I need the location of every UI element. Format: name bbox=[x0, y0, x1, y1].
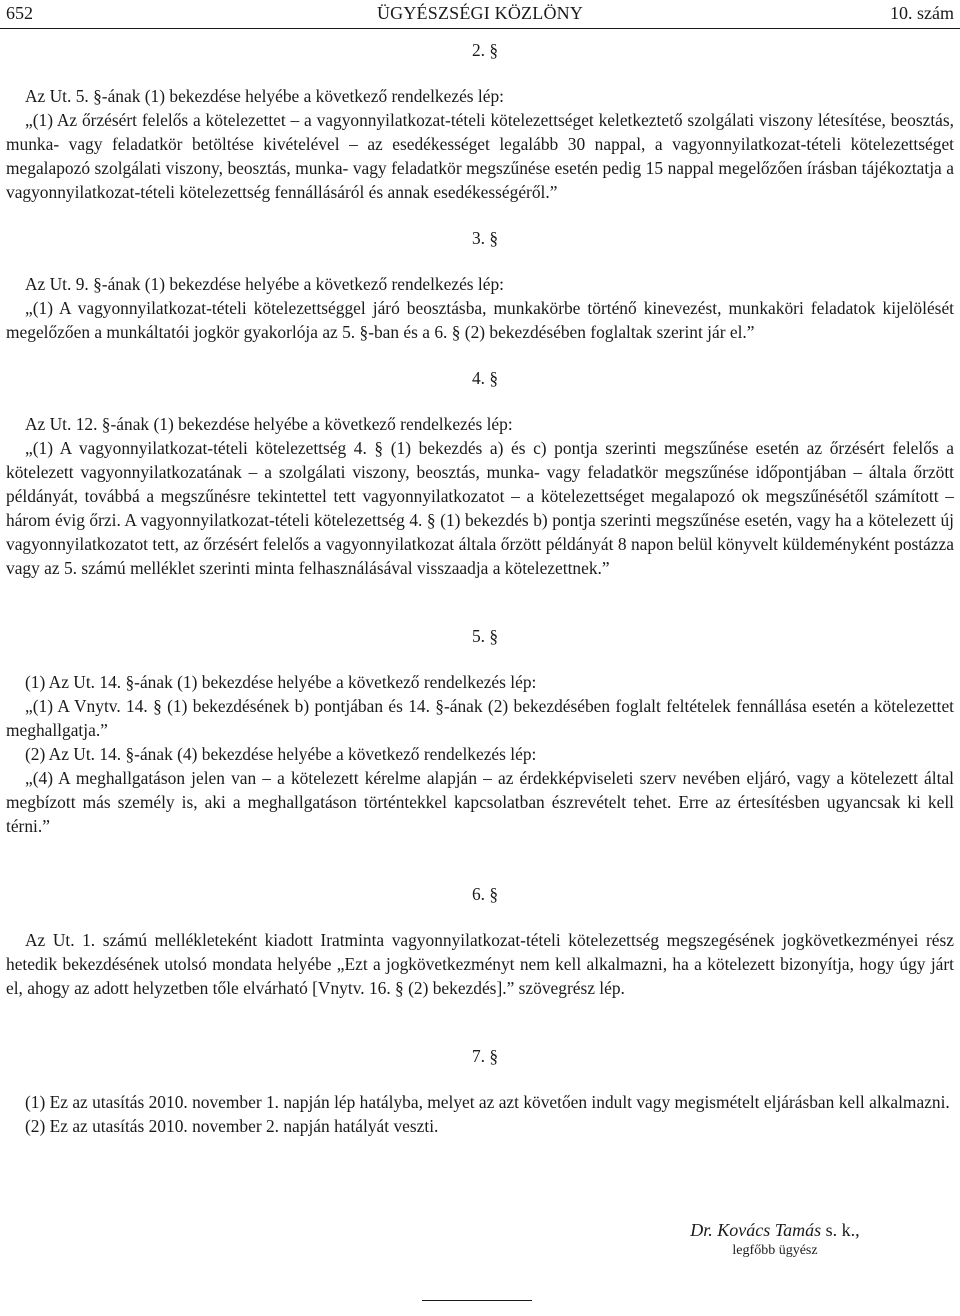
signature-block bbox=[640, 1218, 910, 1260]
signatory-name: Dr. Kovács Tamás bbox=[690, 1220, 822, 1240]
page-number: 652 bbox=[6, 3, 33, 23]
page-header bbox=[0, 0, 960, 28]
section-2-intro: Az Ut. 5. §-ának (1) bekezdése helyébe a következő rendelkezés lép: bbox=[25, 86, 504, 106]
document-body bbox=[6, 38, 954, 1138]
section-heading-4: 4. § bbox=[471, 368, 499, 388]
section-4-text: „(1) A vagyonnyilatkozat-tételi kötelezettség 4. § (1) bekezdés a) és c) pontja szerinti megszűnése esetén az őrzésért felelős a kötelezett vagyonnyilatkozatának – a szolgálati viszony, beosztás, munka- vagy feladatkör megszűnése időpontjában – általa őrzött példányát, továbbá a megszűnésre tekintettel tett vagyonnyilatkozatot – a kötelezettséget megalapozó ok megszűnésétől számított – három évig őrzi. A vagyonnyilatkozat-tételi kötelezettség 4. § (1) bekezdés b) pontja szerinti megszűnése esetén, vagy ha a kötelezett új vagyonnyilatkozatot tett, az őrzésért felelős a vagyonnyilatkozat általa őrzött példányát 8 napon belül könyvelt küldeményként postázza vagy az 5. számú melléklet szerinti minta felhasználásával visszaadja a kötelezettnek.” bbox=[6, 438, 954, 578]
section-heading-3: 3. § bbox=[471, 228, 499, 248]
section-2-text: „(1) Az őrzésért felelős a kötelezettet – a vagyonnyilatkozat-tételi kötelezettséget keletkeztető szolgálati viszony létesítése, beosztás, munka- vagy feladatkör betöltése kivételével – az esedékességet legalább 30 nappal, a vagyonnyilatkozat-tételi kötelezettséget megalapozó szolgálati viszony, beosztás, munka- vagy feladatkör megszűnése esetén pedig 15 nappal megelőzően írásban tájékoztatja a vagyonnyilatkozat-tételi kötelezettség fennállásáról és annak esedékességéről.” bbox=[6, 110, 954, 202]
section-4-intro: Az Ut. 12. §-ának (1) bekezdése helyébe a következő rendelkezés lép: bbox=[25, 414, 513, 434]
footer-divider bbox=[422, 1300, 532, 1301]
signatory-suffix: s. k., bbox=[821, 1220, 860, 1240]
section-5-para-2: „(1) A Vnytv. 14. § (1) bekezdésének b) pontjában és 14. §-ának (2) bekezdésében foglalt feltételek fennállása esetén a kötelezettet meghallgatja.” bbox=[6, 696, 954, 740]
section-3-text: „(1) A vagyonnyilatkozat-tételi kötelezettséggel járó beosztásba, munkakörbe történő kinevezést, munkaköri feladatok kijelölését megelőzően a munkáltatói jogkör gyakorlója az 5. §-ban és a 6. § (2) bekezdésében foglaltak szerint jár el.” bbox=[6, 298, 954, 342]
header-divider bbox=[0, 28, 960, 29]
section-heading-7: 7. § bbox=[471, 1046, 499, 1066]
section-heading-6: 6. § bbox=[471, 884, 499, 904]
signature-line bbox=[640, 1218, 910, 1242]
section-5-para-4: „(4) A meghallgatáson jelen van – a kötelezett kérelme alapján – az érdekképviseleti szerv nevében eljáró, vagy a kötelezett által megbízott más személy is, aki a meghallgatáson történtekkel kapcsolatban észrevételt tehet. Erre az értesítésben ugyancsak ki kell térni.” bbox=[6, 768, 954, 836]
section-heading-2: 2. § bbox=[471, 40, 499, 60]
section-7-para-1: (1) Ez az utasítás 2010. november 1. napján lép hatályba, melyet az azt követően indult vagy megismételt eljárásban kell alkalmazni. bbox=[25, 1092, 950, 1112]
section-6-text: Az Ut. 1. számú mellékleteként kiadott Iratminta vagyonnyilatkozat-tételi kötelezettség megszegésének jogkövetkezményei rész hetedik bekezdésének utolsó mondata helyébe „Ezt a jogkövetkezményt nem kell alkalmazni, ha a kötelezett bizonyítja, hogy úgy járt el, ahogy az adott helyzetben tőle elvárható [Vnytv. 16. § (2) bekezdés].” szövegrész lép. bbox=[6, 930, 954, 998]
section-heading-5: 5. § bbox=[471, 626, 499, 646]
section-3-intro: Az Ut. 9. §-ának (1) bekezdése helyébe a következő rendelkezés lép: bbox=[25, 274, 504, 294]
section-5-para-1: (1) Az Ut. 14. §-ának (1) bekezdése helyébe a következő rendelkezés lép: bbox=[25, 672, 537, 692]
issue-number: 10. szám bbox=[890, 3, 954, 23]
journal-title: ÜGYÉSZSÉGI KÖZLÖNY bbox=[376, 3, 584, 23]
section-7-para-2: (2) Ez az utasítás 2010. november 2. napján hatályát veszti. bbox=[25, 1116, 439, 1136]
section-5-para-3: (2) Az Ut. 14. §-ának (4) bekezdése helyébe a következő rendelkezés lép: bbox=[25, 744, 537, 764]
signatory-title: legfőbb ügyész bbox=[732, 1243, 818, 1258]
